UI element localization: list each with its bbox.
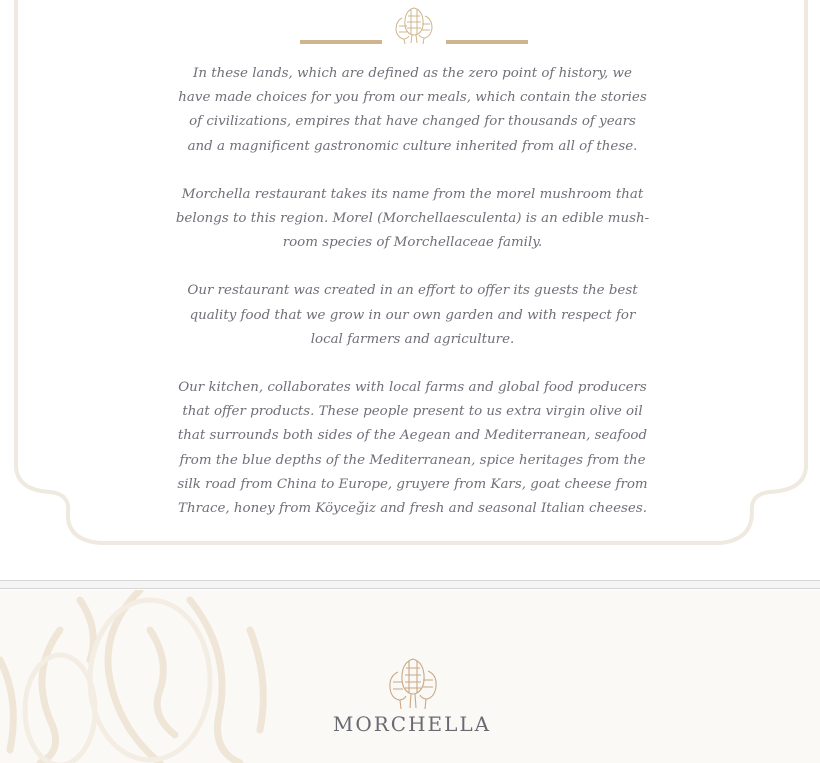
about-text xyxy=(175,62,650,545)
about-paragraph: Our kitchen, collaborates with local farms and global food producers that offer products. These people present to us extra virgin olive oil that surrounds both sides of the Aegean and Mediterranean, seafood from the blue depths of the Mediterranean, spice heritages from the silk road from China to Europe, gruyere from Kars, goat cheese from Thrace, honey from Köyceğiz and fresh and seasonal Italian cheeses. xyxy=(177,380,648,517)
morel-mushroom-logo xyxy=(384,656,442,712)
section-divider xyxy=(300,0,528,48)
about-paragraph: In these lands, which are defined as the zero point of history, we have made choices for you from our meals, which contain the stories of civilizations, empires that have changed for thousands of years and a magnificent gastronomic culture inherited from all of these. xyxy=(178,66,647,154)
morel-mushroom-icon xyxy=(391,4,437,46)
divider-bar-left xyxy=(300,40,382,44)
divider-bar-right xyxy=(446,40,528,44)
footer-section xyxy=(0,590,820,763)
about-paragraph: Our restaurant was created in an effort to offer its guests the best quality food that we grow in our own garden and with respect for local farmers and agriculture. xyxy=(187,283,638,347)
section-separator xyxy=(0,580,820,589)
brand-logo xyxy=(322,656,502,746)
brand-name: MORCHELLA xyxy=(332,712,492,736)
about-paragraph: Morchella restaurant takes its name from the morel mushroom that belongs to this region. Morel (Morchellaesculenta) is an edible mush-room species of Morchellaceae family. xyxy=(175,186,650,251)
